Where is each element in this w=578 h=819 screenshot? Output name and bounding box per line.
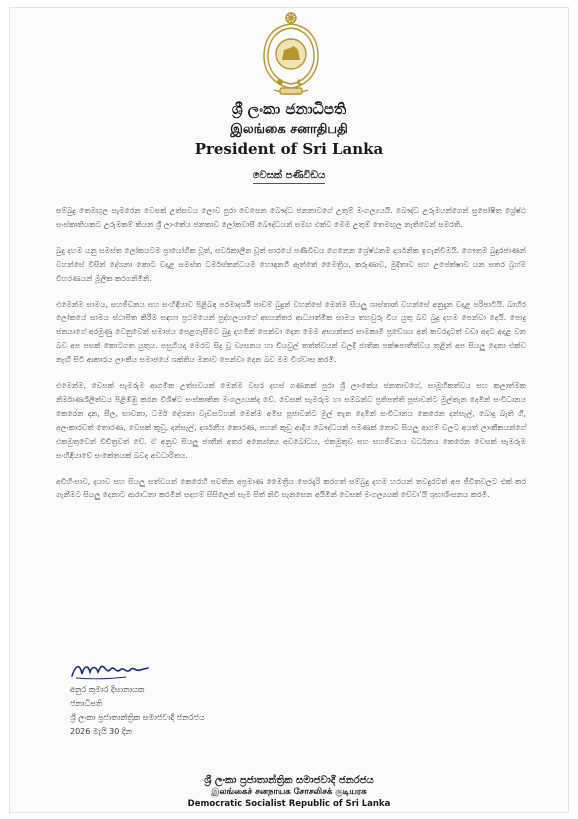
subject-text: වෙසක් පණිවිඩය — [253, 170, 326, 184]
paragraph: එමෙන්ම සාමය, සහජීවනය සහ සංහිඳියාව පිළිබඳ පරමාදර්ශී පාඩම් බුදුන් වහන්සේ මෙන්ම සියලු ශාස්තෘන් වහන්සේ අනුදැන වදාළ පරිපාටියි. බාහිර ලෝකයේ සාමය ස්ථාපිත කිරීම සඳහා ප්‍රථමයෙන් පුද්ගලයාගේ අභ්‍යන්තර ආධ්‍යාත්මික සාමය තහවුරු විය යුතු බව බුදු දහම පෙන්වා දෙයි. පොදු ජනයාගේ අරමුණු වෙනුවෙන් සමාජය පෙළගැසීමට බුදු දහමින් පෙන්වා දෙන මෙම අභ්‍යන්තර සාමකාමී ප්‍රවේශය අන් කවරදාටත් වඩා අදට අදාළ වන බව අප පසක් කොටගත යුතුය. පසුගියදා මෙරට සිදු වූ ව්‍යසනය හා වියවුල් තත්ත්වයන් වලදී ජාතික පක්ෂපාතීත්වය තුළින් අප සියලු දෙනා එක්ව නැඟී සිටි ආකාරය ලාංකීය සමාජයේ ශක්තිය මනාව පෙන්වා දෙන බව මම විශ්වාස කරමි. — [56, 299, 526, 365]
paragraph: සම්බුදු තෙමඟුල සැමරෙන වෙසක් උත්සවය ලොව පුරා වෙසෙන බෞද්ධ ජනතාවගේ උතුම් මංගල්‍යයයි. බෞද්ධ උරුමයන්ගෙන් සුපෝෂිත ශ්‍රේෂ්ඨ සංස්කෘතියකට උරුමකම් කියන ශ්‍රී ලාංකේය ජනතාව ලෝකවාසී බෞද්ධයන් සමඟ එක්ව මෙම උතුම් තෙමඟුල නැතිවෙන් සමරති. — [56, 206, 526, 229]
letter-date: 2026 මැයි 30 දින — [70, 727, 132, 736]
signatory-name: අනුර කුමාර දිසානායක — [70, 685, 145, 694]
signature-icon — [70, 660, 150, 682]
letter-body — [56, 204, 526, 514]
letter-page — [9, 7, 569, 813]
signatory-title: ජනාධිපති — [70, 699, 103, 708]
footer-tamil: இலங்கைச் சனநாயக சோசலிசக் குடியரசு — [211, 787, 367, 797]
footer-english: Democratic Socialist Republic of Sri Lanka — [187, 799, 391, 809]
signatory-country: ශ්‍රී ලංකා ප්‍රජාතාන්ත්‍රික සමාජවාදී ජනරජය — [70, 713, 205, 722]
paragraph: එමෙන්ම, වෙසක් සැමරුම ආගමික උත්සවයක් මෙන්ම වසර දහස් ගණනක් පුරා ශ්‍රී ලාංකේය ජනතාවගේ, සාමූහිකත්වය සහ කලාත්මක නිර්මාණශීලීත්වය පිළිඹිඹු කරන විශිෂ්ට සංස්කෘතික මංගල්‍යයක්ද වේ. වෙසක් සැමරුම හා සම්බන්ධ ප්‍රතිපත්ති පූජාවන්ට මුල්තැන දෙමින් සංවිධානය කෙරෙන දාන, සීල, භාවනා, ධර්ම දේශනා වැඩසටහන් මෙන්ම අමිස පූජාවන්ට මුල් තැන දෙමින් සංවිධානය කෙරෙන දන්සැල්, බොදු බැති ගී, අලංකාරවත් තොරණ, වෙසක් කූඩු, දන්සැල්, දර්ශනීය කොරණ, පහන් කූඩු ආදිය බෞද්ධයන් පමණක් නොව සියලු ආගම් වලට අයත් ලාංකීකයන්ගේ එකමුතුවෙන් විචිත්‍රවත් වේ. ඒ අනුව සියලු ජාතීන් අතර අන්‍යෝන්‍ය අවබෝධය, එකමුතුව සහ සහජීවනය වර්ධනය කෙරෙන වෙසක් සැමරුම සංහිඳියාවේ සංකේතයක් බවද අවධාරිතය. — [56, 381, 526, 460]
header-sinhala: ශ්‍රී ලංකා ජනාධිපති — [231, 100, 347, 118]
paragraph: බුදු දහම යනු සමස්ත ලෝකයටම ප්‍රායෝගික වූත්, සර්වකාලීන වූත් සාරයේ පණිවිඩය ගෙනෙන ශ්‍රේෂ්ඨතම දාර්ශනික ඉගැන්වීමයි. ගෞතම බුදුරජාණන් වහන්සේ විසින් දේශනා කොට වදාළ සමස්ත ධර්මස්කන්ධයම හොඳනගී ඇත්තේ මෛත්‍රිය, කරුණාව, මුදිතාව සහ උපේක්ෂාව යන සතර බ්‍රහ්ම විහරණයන් මූලික කරගනිමිනි. — [56, 245, 526, 283]
header-english: President of Sri Lanka — [194, 140, 384, 158]
closing-block — [70, 683, 205, 739]
sri-lanka-emblem-icon — [260, 10, 322, 98]
footer-sinhala: ශ්‍රී ලංකා ප්‍රජාතාන්ත්‍රික සමාජවාදී ජනරජය — [204, 775, 374, 786]
paragraph: අවිහිංසාව, දයාව සහ සියලු සත්වයන් කෙරෙහි පවතින අප්‍රමාණ මෛත්‍රිය පෙරදැරි කරගත් සම්බුදු දහම හරයන් තවදුරටත් අප ජීවිතවලට එක් කර ගැනීමට සියලු දෙනාට ආරාධනා කරමින් සදහම් සිසිලෙන් සැම සිත් නිවී සැනසෙන අයිමින් වෙසක් මංගල්‍යයක් වේවා'යි ශුභාශිංසනය කරමි. — [56, 476, 526, 500]
header-tamil: இலங்கை சனாதிபதி — [230, 122, 348, 137]
letter-subject — [10, 170, 568, 181]
